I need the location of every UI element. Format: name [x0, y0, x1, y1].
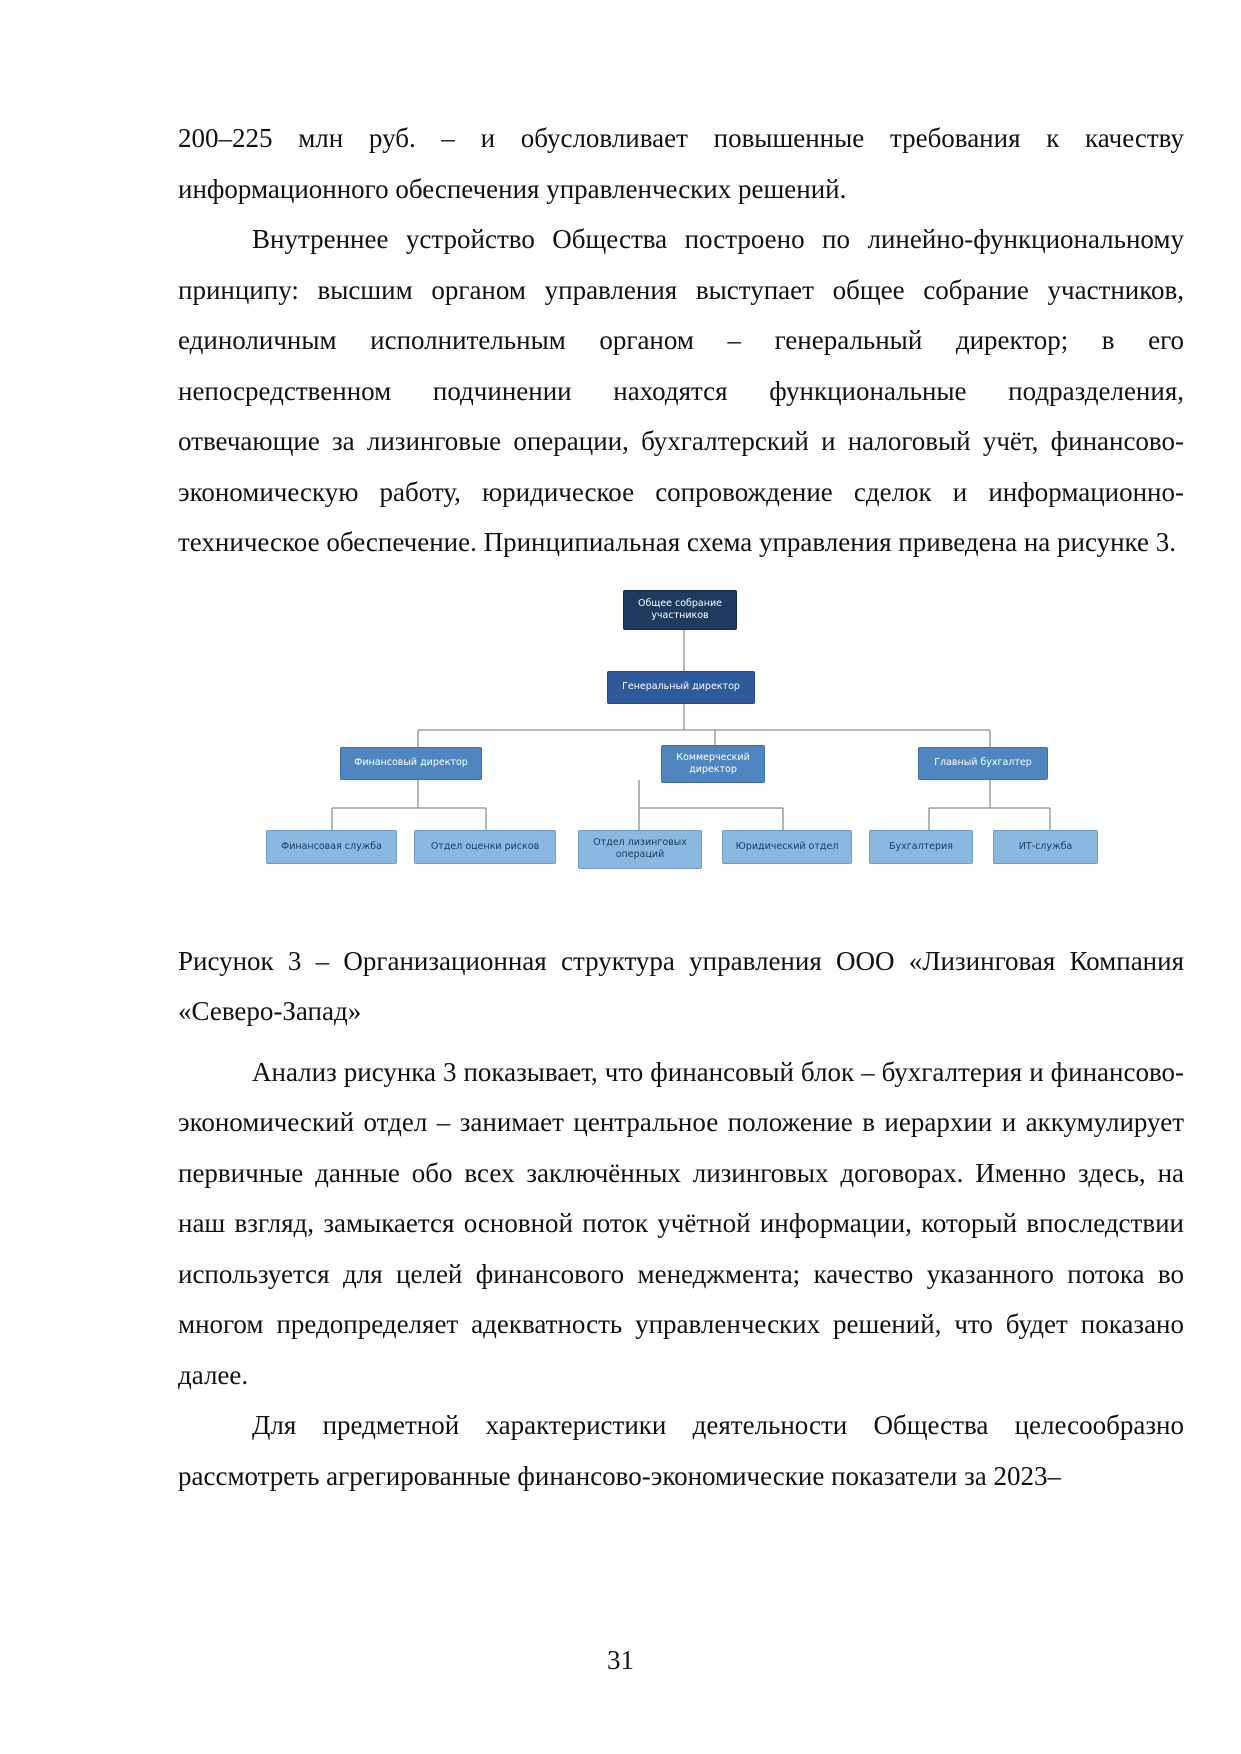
- paragraph-analysis: Анализ рисунка 3 показывает, что финансовый блок – бухгалтерия и финансово-экономический отдел – занимает центральное положение в иерархии и аккумулирует первичные данные обо всех заключённых лизинговых договорах. Именно здесь, на наш взгляд, замыкается основной поток учётной информации, который впоследствии используется для целей финансового менеджмента; качество указанного потока во многом предопределяет адекватность управленческих решений, что будет показано далее.: [178, 1056, 1184, 1390]
- paragraph-intro: 200–225 млн руб. – и обусловливает повышенные требования к качеству информационного обеспечения управленческих решений.: [178, 123, 1184, 204]
- org-node-legal-department: Юридический отдел: [722, 830, 852, 864]
- org-node-finance-director: Финансовый директор: [340, 747, 482, 780]
- figure-caption: Рисунок 3 – Организационная структура управления ООО «Лизинговая Компания «Северо-Запад»: [178, 945, 1184, 1026]
- org-node-accounting: Бухгалтерия: [869, 830, 973, 864]
- org-node-commercial-director: Коммерческий директор: [661, 745, 765, 783]
- org-node-financial-service: Финансовая служба: [266, 830, 397, 864]
- page-body: [178, 113, 1184, 1501]
- org-node-it-service: ИТ-служба: [993, 830, 1098, 864]
- paragraph-indicators: Для предметной характеристики деятельности Общества целесообразно рассмотреть агрегированные финансово-экономические показатели за 2023–: [178, 1410, 1184, 1491]
- page-number: 31: [607, 1645, 634, 1675]
- org-node-ceo: Генеральный директор: [607, 671, 755, 704]
- org-node-risk-department: Отдел оценки рисков: [414, 830, 556, 864]
- org-node-chief-accountant: Главный бухгалтер: [918, 747, 1048, 780]
- paragraph-structure: Внутреннее устройство Общества построено по линейно-функциональному принципу: высшим органом управления выступает общее собрание участников, единоличным исполнительным органом – генеральный директор; в его непосредственном подчинении находятся функциональные подразделения, отвечающие за лизинговые операции, бухгалтерский и налоговый учёт, финансово-экономическую работу, юридическое сопровождение сделок и информационно-техническое обеспечение. Принципиальная схема управления приведена на рисунке 3.: [178, 224, 1184, 557]
- org-chart-figure: [178, 580, 1184, 930]
- org-node-general-meeting: Общее собрание участников: [623, 590, 737, 630]
- org-node-leasing-department: Отдел лизинговых операций: [578, 830, 702, 869]
